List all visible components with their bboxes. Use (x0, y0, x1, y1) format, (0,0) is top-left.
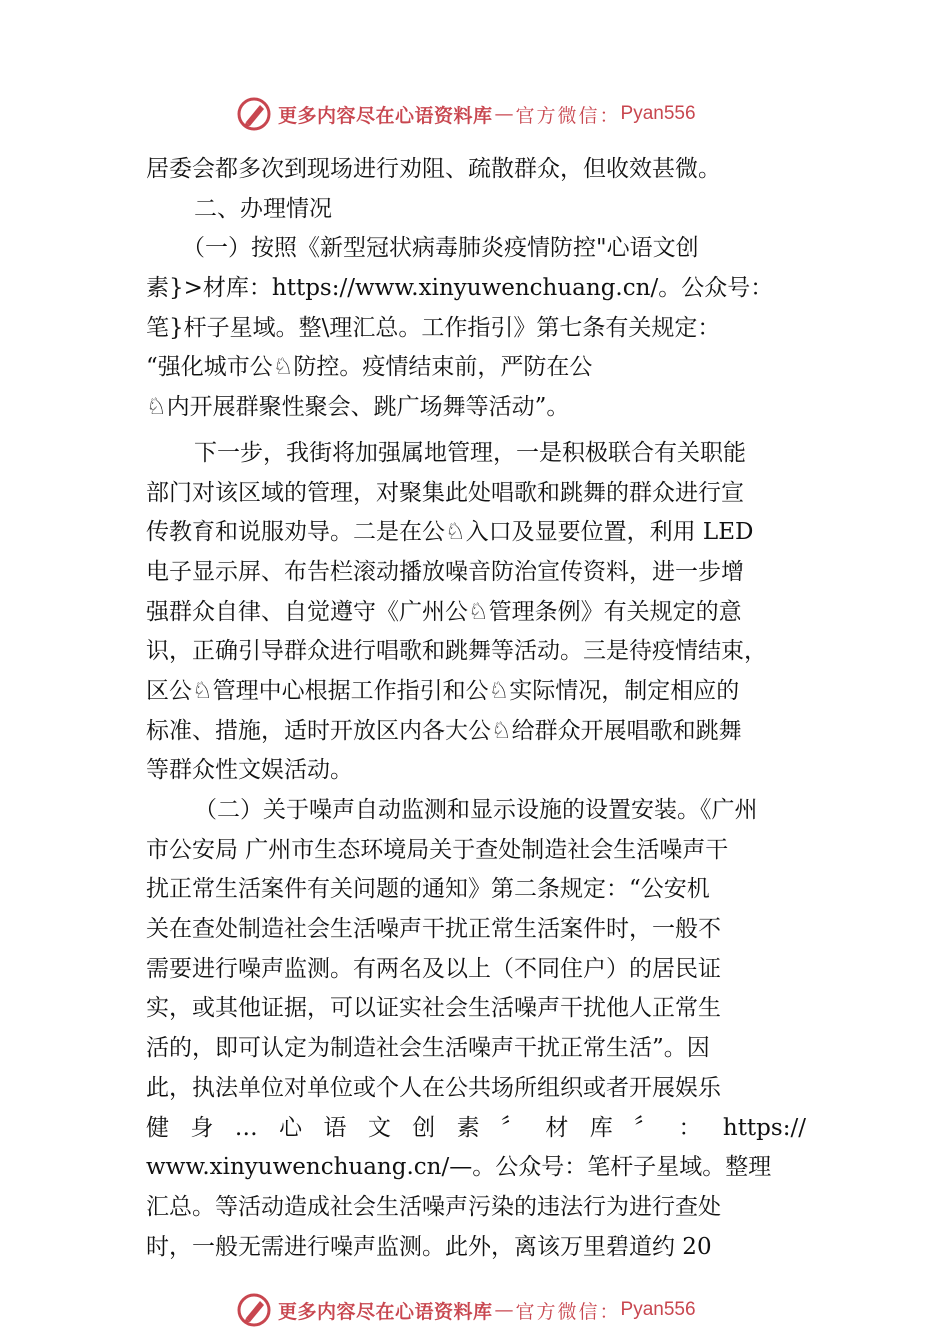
text-line: 笔}杆子星域。整\理汇总。工作指引》第七条有关规定： (146, 314, 721, 341)
spread-char: 身 (190, 1114, 214, 1141)
text-line: 扰正常生活案件有关问题的通知》第二条规定：“公安机 (146, 876, 710, 903)
text-line: 部门对该区域的管理，对聚集此处唱歌和跳舞的群众进行宣 (146, 479, 744, 506)
text-line: “强化城市公♘防控。疫情结束前，严防在公 (146, 354, 593, 381)
text-line: 区公♘管理中心根据工作指引和公♘实际情况，制定相应的 (146, 677, 740, 704)
text-line: 素}>材库：https://www.xinyuwenchuang.cn/。公众号： (146, 275, 774, 302)
pen-logo-icon (236, 1292, 272, 1328)
text-line: 标准、措施，适时开放区内各大公♘给群众开展唱歌和跳舞 (146, 717, 742, 744)
spread-char: 文 (367, 1114, 391, 1141)
watermark-account: Pyan556 (620, 103, 696, 124)
watermark-title: 更多内容尽在心语资料库 (278, 104, 493, 127)
spread-char: 语 (323, 1114, 347, 1141)
spread-char: … (234, 1114, 258, 1141)
section-heading: 二、办理情况 (194, 195, 332, 222)
text-line: （一）按照《新型冠状病毒肺炎疫情防控"心语文创 (182, 235, 699, 262)
text-line: 活的，即可认定为制造社会生活噪声干扰正常生活”。因 (146, 1035, 710, 1062)
document-body (146, 150, 806, 1267)
text-line: 等群众性文娱活动。 (146, 757, 353, 784)
spread-char: 库 (589, 1114, 613, 1141)
text-line: 需要进行噪声监测。有两名及以上（不同住户）的居民证 (146, 955, 721, 982)
text-line: 电子显示屏、布告栏滚动播放噪音防治宣传资料，进一步增 (146, 558, 744, 585)
spread-char: 材 (545, 1114, 569, 1141)
spread-char: 创 (412, 1114, 436, 1141)
header-watermark (236, 96, 696, 132)
spread-char: 〞 (501, 1114, 524, 1141)
footer-watermark (236, 1292, 696, 1328)
spread-char: https:// (722, 1114, 806, 1141)
pen-logo-icon (236, 96, 272, 132)
text-line: 时，一般无需进行噪声监测。此外，离该万里碧道约 20 (146, 1233, 712, 1260)
text-line: 识，正确引导群众进行唱歌和跳舞等活动。三是待疫情结束， (146, 638, 767, 665)
watermark-label: 官方微信： (515, 104, 621, 127)
text-line: ♘内开展群聚性聚会、跳广场舞等活动”。 (146, 394, 570, 421)
text-line: 汇总。等活动造成社会生活噪声污染的违法行为进行查处 (146, 1193, 721, 1220)
text-line: 此，执法单位对单位或个人在公共场所组织或者开展娱乐 (146, 1074, 721, 1101)
watermark-dash: — (494, 103, 514, 125)
watermark-account: Pyan556 (620, 1299, 696, 1320)
text-line: 强群众自律、自觉遵守《广州公♘管理条例》有关规定的意 (146, 598, 742, 625)
spread-char: 素 (456, 1114, 480, 1141)
watermark-title: 更多内容尽在心语资料库 (278, 1300, 493, 1323)
text-line: www.xinyuwenchuang.cn/—。公众号：笔杆子星域。整理 (146, 1154, 772, 1181)
text-line: 传教育和说服劝导。二是在公♘入口及显要位置，利用 LED (146, 519, 754, 546)
text-line: 下一步，我街将加强属地管理，一是积极联合有关职能 (194, 439, 746, 466)
text-line: （二）关于噪声自动监测和显示设施的设置安装。《广州 (194, 797, 758, 823)
spread-char: ： (678, 1114, 702, 1141)
text-line: 市公安局 广州市生态环境局关于查处制造社会生活噪声干 (146, 836, 729, 863)
text-line: 居委会都多次到现场进行劝阻、疏散群众，但收效甚微。 (146, 156, 721, 182)
watermark-dash: — (494, 1299, 514, 1321)
spread-char: 健 (146, 1114, 169, 1141)
text-line: 实，或其他证据，可以证实社会生活噪声干扰他人正常生 (146, 995, 721, 1022)
spread-text-line (146, 1109, 806, 1149)
spread-char: 〞 (634, 1114, 658, 1141)
spread-char: 心 (279, 1114, 303, 1141)
text-line: 关在查处制造社会生活噪声干扰正常生活案件时，一般不 (146, 916, 721, 943)
watermark-label: 官方微信： (515, 1300, 621, 1323)
